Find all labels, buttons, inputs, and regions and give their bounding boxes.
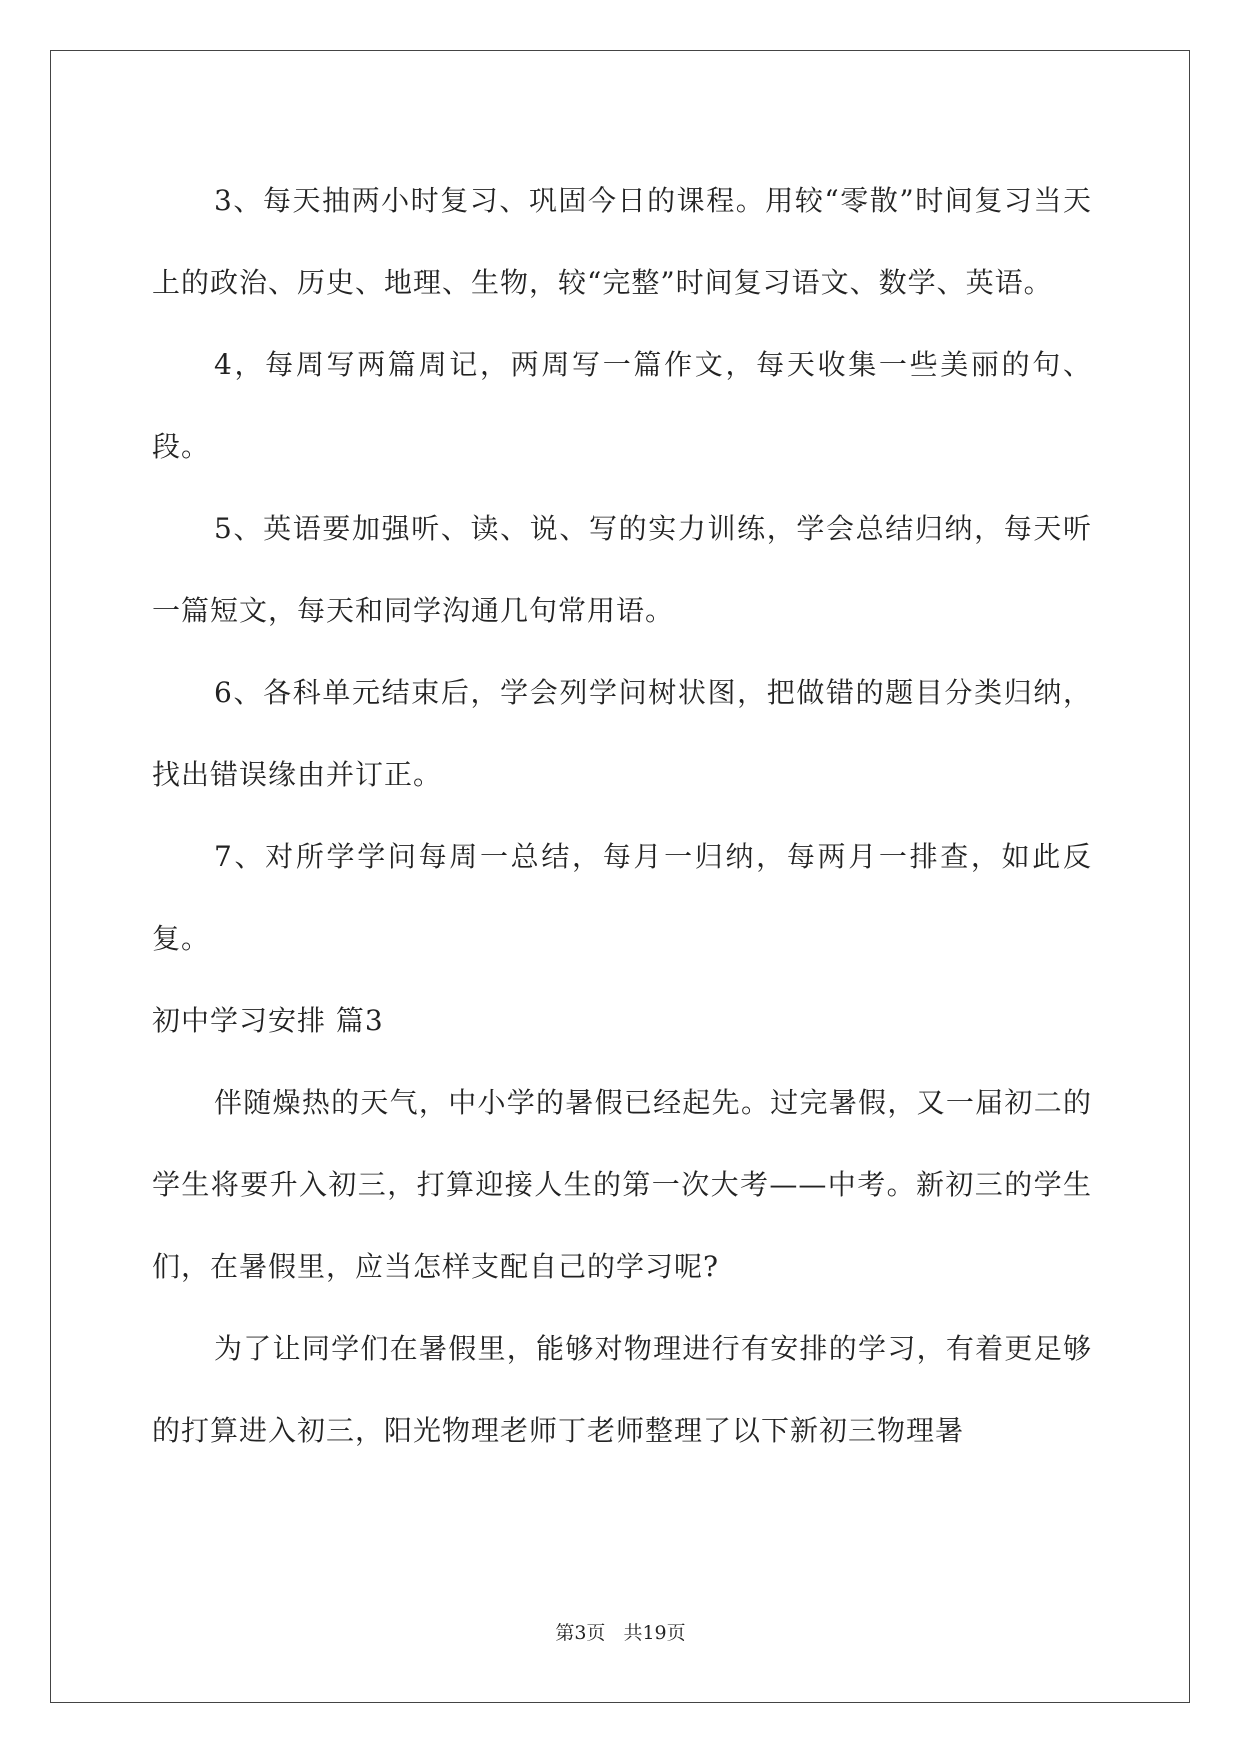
page-footer [0,1618,1241,1645]
paragraph-intro: 伴随燥热的天气，中小学的暑假已经起先。过完暑假，又一届初二的学生将要升入初三，打算迎接人生的第一次大考——中考。新初三的学生们，在暑假里，应当怎样支配自己的学习呢? [152,1086,1092,1283]
paragraph-plan: 为了让同学们在暑假里，能够对物理进行有安排的学习，有着更足够的打算进入初三，阳光物理老师丁老师整理了以下新初三物理暑 [152,1332,1092,1447]
document-body [152,160,1092,1472]
paragraph-3: 3、每天抽两小时复习、巩固今日的课程。用较“零散”时间复习当天上的政治、历史、地理、生物，较“完整”时间复习语文、数学、英语。 [152,184,1092,299]
paragraph-4: 4，每周写两篇周记，两周写一篇作文，每天收集一些美丽的句、段。 [152,348,1092,463]
paragraph-7: 7、对所学学问每周一总结，每月一归纳，每两月一排查，如此反复。 [152,840,1092,955]
page-number: 第3页 [555,1622,606,1644]
section-heading: 初中学习安排 篇3 [152,1004,384,1037]
page-total: 共19页 [623,1622,686,1644]
paragraph-6: 6、各科单元结束后，学会列学问树状图，把做错的题目分类归纳，找出错误缘由并订正。 [152,676,1092,791]
paragraph-5: 5、英语要加强听、读、说、写的实力训练，学会总结归纳，每天听一篇短文，每天和同学沟通几句常用语。 [152,512,1092,627]
